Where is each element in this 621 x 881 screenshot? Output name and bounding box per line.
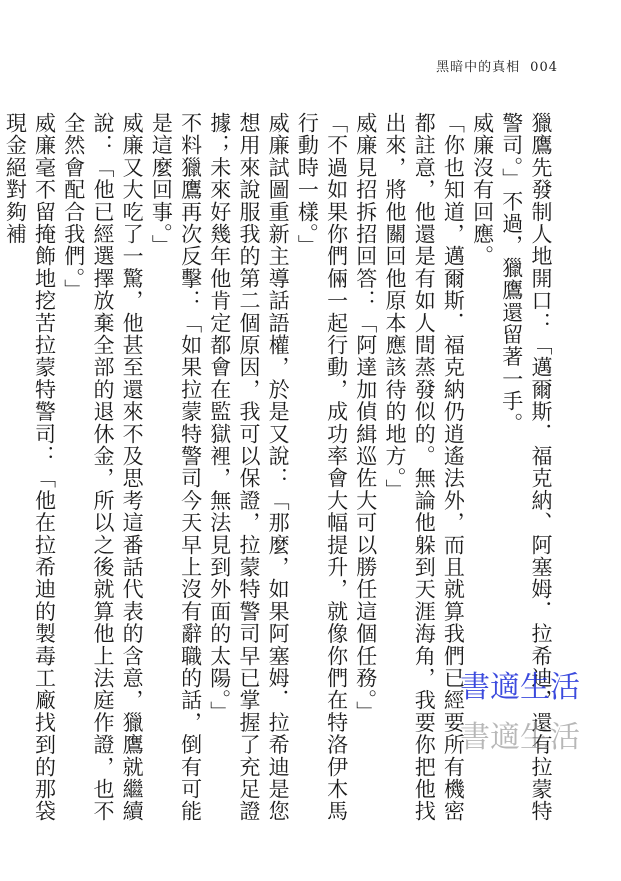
watermark-primary: 書適生活 xyxy=(460,670,580,705)
paragraph: 威廉沒有回應。 xyxy=(470,112,495,268)
paragraph: 不料獵鷹再次反擊：「如果拉蒙特警司今天早上沒有辭職的話，倒有可能是這麼回事。」 xyxy=(149,112,203,823)
watermark-secondary: 書適生活 xyxy=(460,720,580,755)
paragraph: 威廉毫不留掩飾地挖苦拉蒙特警司：「他在拉希迪的製毒工廠找到的那袋現金絕對夠補 xyxy=(3,112,57,823)
paragraph: 「不過如果你們倆一起行動，成功率會大幅提升，就像你們在特洛伊木馬行動時一樣。」 xyxy=(295,112,349,823)
paragraph: 威廉試圖重新主導話語權，於是又說：「那麼，如果阿塞姆．拉希迪是您想用來說服我的第二個原因，我可以保證，拉蒙特警司早已掌握了充足證據；未來好幾年他肯定都會在監獄裡，無法見到外面的太陽。」 xyxy=(207,112,291,823)
paragraph: 威廉見招拆招回答：「阿達加偵緝巡佐大可以勝任這個任務。」 xyxy=(353,112,378,724)
page-number: 004 xyxy=(530,60,558,75)
running-header xyxy=(426,56,558,75)
paragraph: 「你也知道，邁爾斯．福克納仍逍遙法外，而且就算我們已經要所有機密都註意，他還是有如人間蒸發似的。無論他躲到天涯海角，我要你把他找出來，將他關回他原本應該待的地方。」 xyxy=(382,112,466,823)
paragraph: 威廉又大吃了一驚，他甚至還來不及思考這番話代表的含意，獵鷹就繼續說：「他已經選擇放棄全部的退休金，所以之後就算他上法庭作證，也不全然會配合我們。」 xyxy=(61,112,145,823)
paragraph: 獵鷹先發制人地開口：「邁爾斯．福克納、阿塞姆．拉希迪，還有拉蒙特警司。」不過，獵鷹還留著一手。 xyxy=(499,112,553,823)
book-title: 黑暗中的真相 xyxy=(436,60,521,75)
